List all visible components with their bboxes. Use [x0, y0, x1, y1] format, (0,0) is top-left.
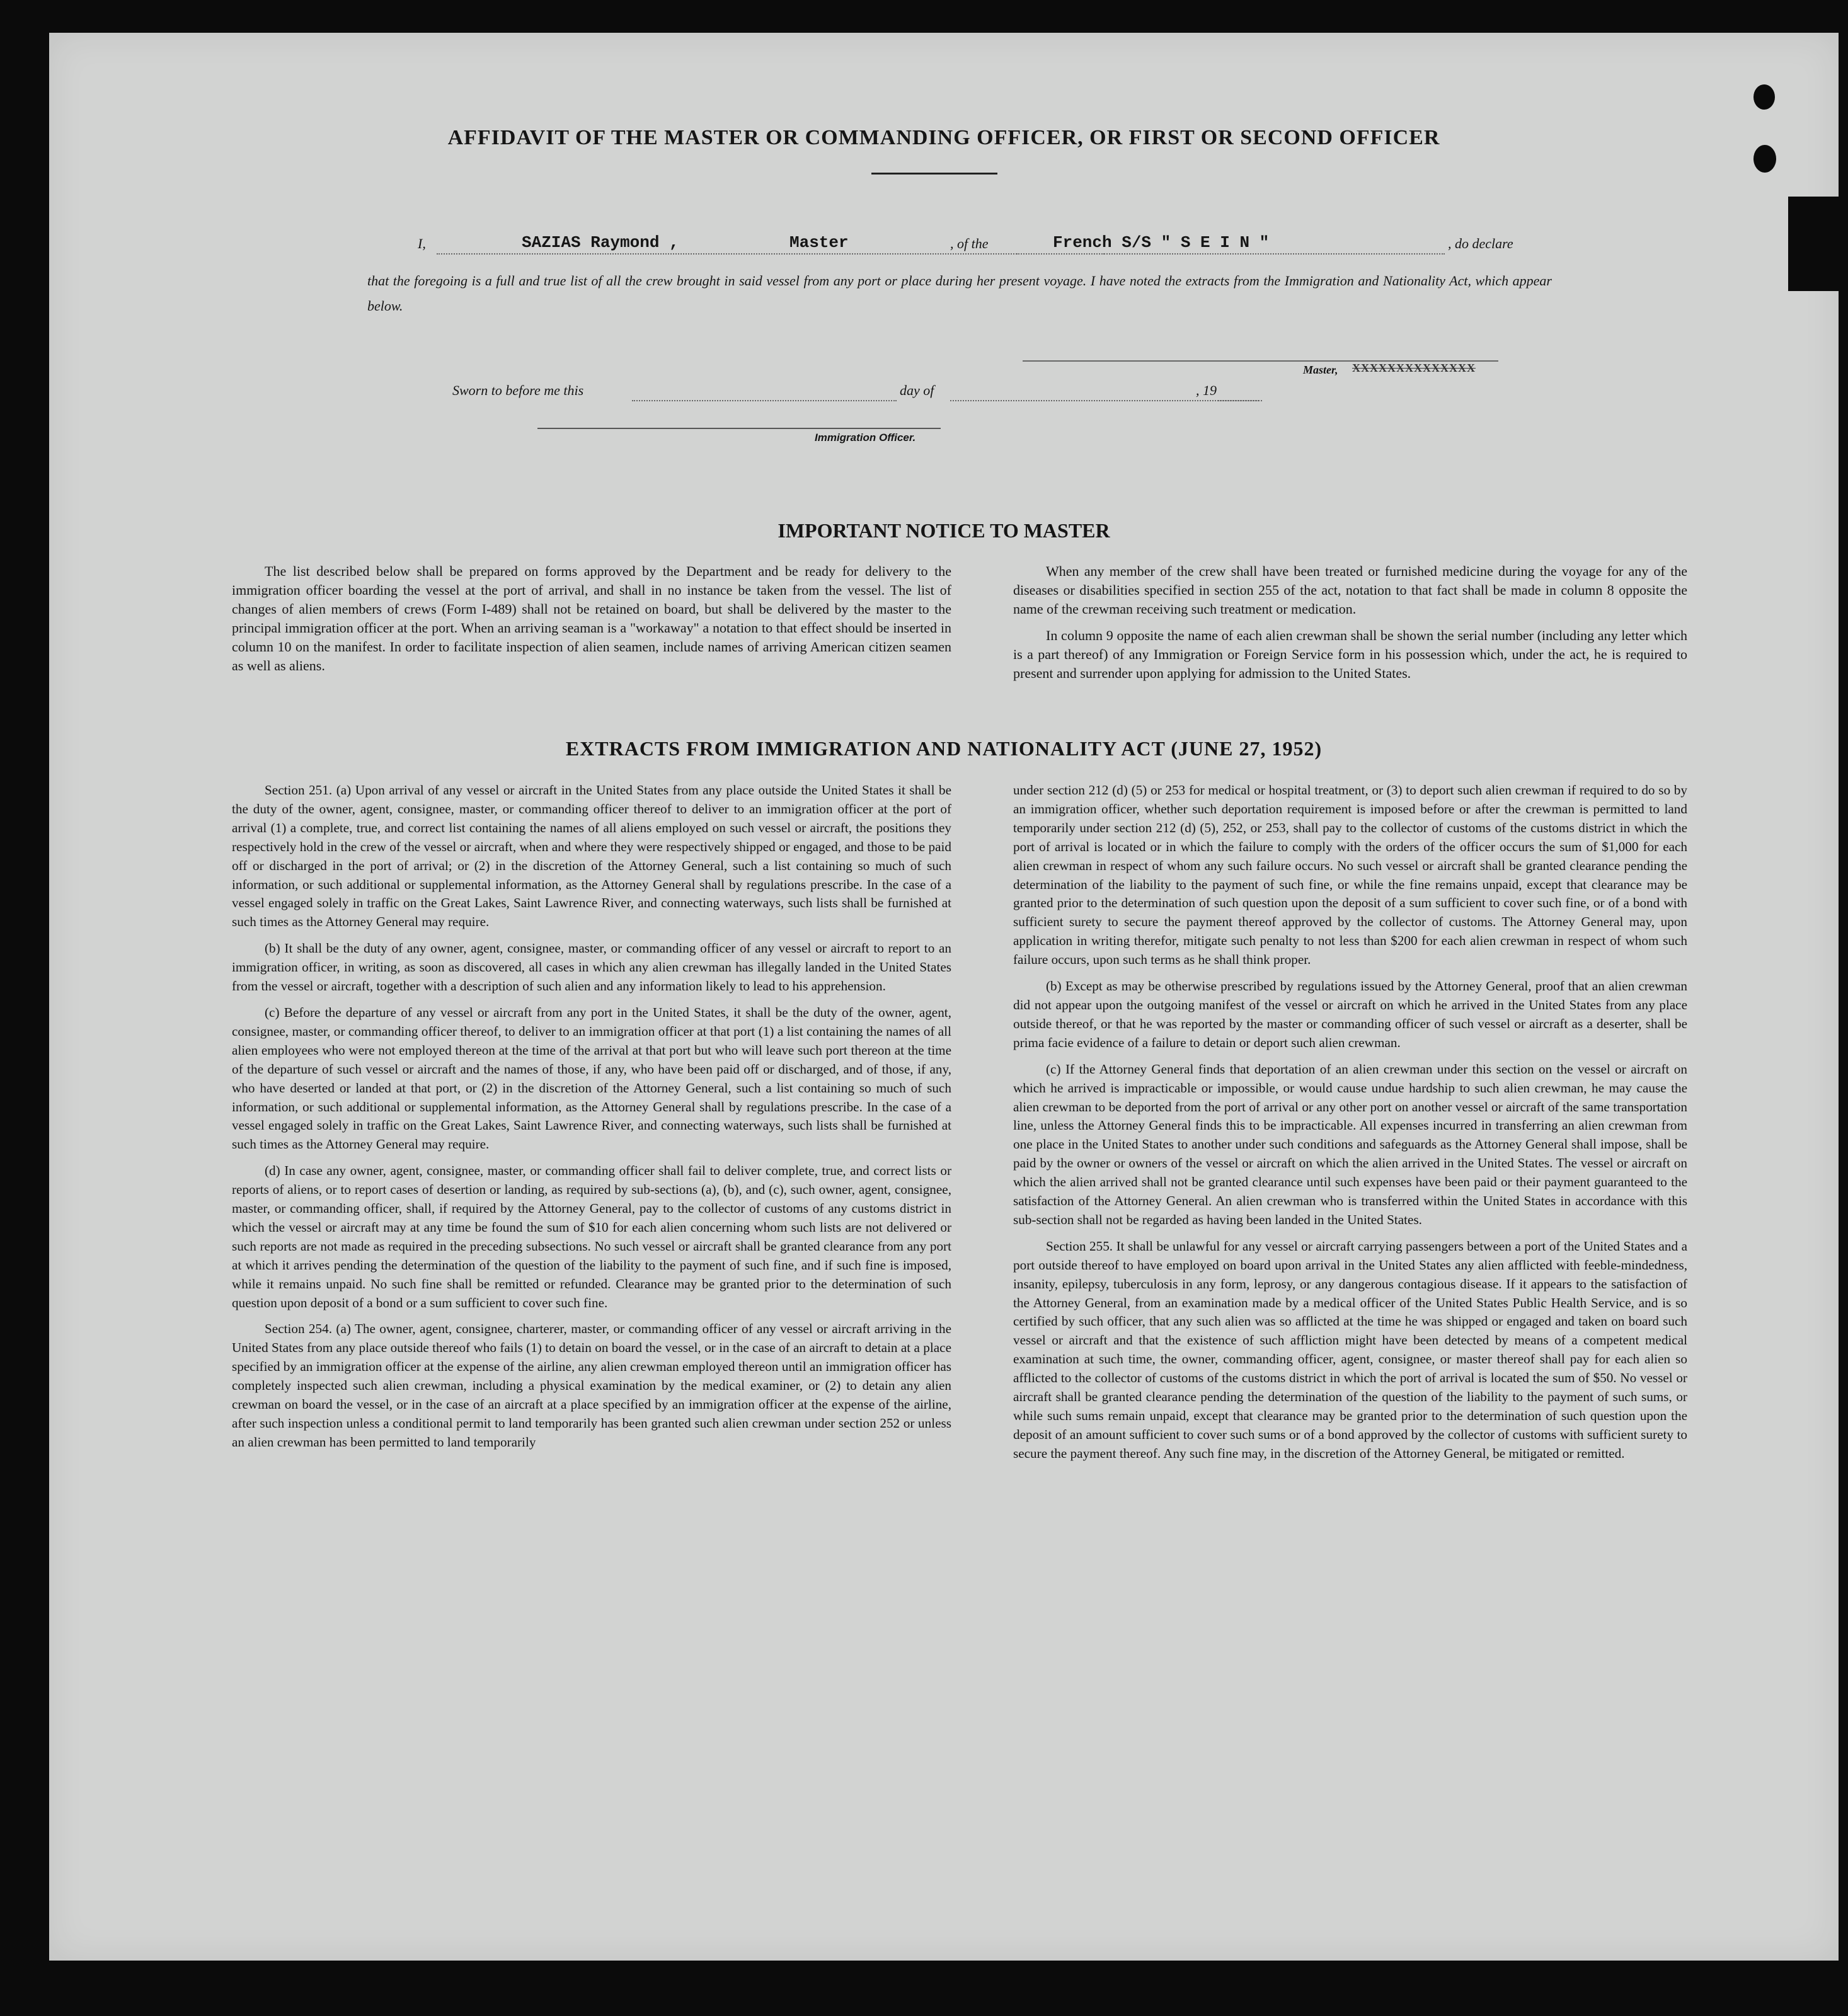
paragraph: Section 254. (a) The owner, agent, consignee, charterer, master, or commanding officer of any vessel or aircraft arriving in the United States from any place outside thereof who fails (1) to detain on board the vessel, or in the case of an aircraft to detain at a place specified by an immigration officer at the expense of the airline, any alien crewman employed thereon until an immigration officer has completely inspected such alien crewman, including a physical examination by the medical examiner, or (2) to detain any alien crewman on board the vessel, or in the case of an aircraft at a place specified by an immigration officer at the expense of the airline, after such inspection unless a conditional permit to land temporarily has been granted such alien crewman under section 252 or unless an alien crewman has been permitted to land temporarily: [232, 1321, 951, 1450]
notice-title: IMPORTANT NOTICE TO MASTER: [778, 519, 1110, 542]
of-the-text: , of the: [950, 236, 989, 251]
extracts-title: EXTRACTS FROM IMMIGRATION AND NATIONALITY ACT (JUNE 27, 1952): [565, 737, 1323, 760]
year-prefix: , 19: [1196, 382, 1217, 398]
title-underline: [871, 173, 997, 175]
paragraph: The list described below shall be prepared on forms approved by the Department and be ready for delivery to the immigration officer boarding the vessel at the port of arrival, and shall in no instance be taken from the vessel. The list of changes of alien members of crews (Form I-489) shall not be retained on board, but shall be delivered by the master to the principal immigration officer at the port. When an arriving seaman is a "workaway" a notation to that effect should be inserted in column 10 on the manifest. In order to facilitate inspection of alien seamen, include names of arriving American citizen seamen as well as aliens.: [232, 563, 951, 673]
master-rank: Master: [789, 233, 849, 252]
paragraph: (c) Before the departure of any vessel or aircraft from any port in the United States, it shall be the duty of the owner, agent, consignee, master, or commanding officer thereof, to deliver to an immigration officer at that port (1) a list containing the names of all alien employees who were not employed thereon at the time of the arrival at that port but who will leave such port thereon at the time of the departure of such vessel or aircraft and the names of those, if any, who have been paid off or discharged, and of those, if any, who have deserted or landed at that port, or (2) in the discretion of the Attorney General, such a list containing so much of such information, or such additional or supplemental information, as the Attorney General shall by regulations prescribe. In the case of a vessel engaged solely in traffic on the Great Lakes, Saint Lawrence River, and connecting waterways, such lists shall be furnished at such times as the Attorney General may require.: [232, 1004, 951, 1152]
declaration: [367, 233, 1552, 319]
master-name: SAZIAS Raymond ,: [522, 233, 679, 252]
paragraph: (d) In case any owner, agent, consignee, master, or commanding officer shall fail to deliver complete, true, and correct lists or reports of aliens, or to report cases of desertion or landing, as required by sub-sections (a), (b), and (c), such owner, agent, consignee, master, or commanding officer, shall, if required by the Attorney General, pay to the collector of customs of any customs district in which the vessel or aircraft may at any time be found the sum of $10 for each alien concerning whom such lists are not delivered or such reports are not made as required in the preceding subsections. No such vessel or aircraft shall be granted clearance from any port at which it arrives pending the determination of the question of the liability to the payment of such fine, and if such fine is imposed, while it remains unpaid. No such fine shall be remitted or refunded. Clearance may be granted prior to the determination of such question upon deposit of a bond or a sum sufficient to cover such fine.: [232, 1163, 951, 1310]
day-of-text: day of: [900, 382, 934, 398]
paragraph: (c) If the Attorney General finds that deportation of an alien crewman under this section on the vessel or aircraft on which he arrived is impracticable or impossible, or would cause undue hardship to such alien crewman, he may cause the alien crewman to be deported from the port of arrival or any other port on another vessel or aircraft of the same transportation line, unless the Attorney General finds this to be impracticable. All expenses incurred in transferring an alien crewman from one place in the United States to another under such conditions and safeguards as the Attorney General shall impose, shall be paid by the owner or owners of the vessel or aircraft on which the alien arrived in the United States. The vessel or aircraft on which the alien arrived shall not be granted clearance until such expenses have been paid or their payment guaranteed to the satisfaction of the Attorney General. An alien crewman who is transferred within the United States in accordance with this sub-section shall not be regarded as having been landed in the United States.: [1013, 1061, 1687, 1227]
notice-right-column: [1013, 562, 1687, 690]
extracts-left-column: [232, 781, 951, 1460]
struck-out-title: XXXXXXXXXXXXXX: [1352, 362, 1476, 374]
sworn-line: [452, 382, 1271, 408]
paragraph: Section 255. It shall be unlawful for any vessel or aircraft carrying passengers between a port of the United States and a port outside thereof to have employed on board upon arrival in the United States any alien afflicted with feeble-mindedness, insanity, epilepsy, tuberculosis in any form, leprosy, or any dangerous contagious disease. If it appears to the satisfaction of the Attorney General, from an examination made by a medical officer of the United States Public Health Service, and is so certified by such officer, that any such alien was so afflicted at the time he was shipped or engaged and taken on board such vessel or aircraft and that the existence of such affliction might have been detected by means of a competent medical examination at such time, the owner, commanding officer, agent, consignee, or master thereof shall pay for each alien so afflicted to the collector of customs of the customs district in which the port of arrival is located the sum of $50. No vessel or aircraft shall be granted clearance pending the determination of the question of the liability to the payment of such sums, or while such sums remain unpaid, except that clearance may be granted prior to the determination of such question upon the deposit of an amount sufficient to cover such sums or of a bond approved by the collector of customs with sufficient surety to secure the payment thereof. Any such fine may, in the discretion of the Attorney General, be mitigated or remitted.: [1013, 1238, 1687, 1461]
notice-left-column: [232, 562, 951, 683]
immigration-officer-label: Immigration Officer.: [815, 432, 916, 444]
binder-hole-top: [1753, 84, 1775, 110]
do-declare-text: , do declare: [1448, 236, 1513, 251]
paragraph: In column 9 opposite the name of each alien crewman shall be shown the serial number (including any letter which is a part thereof) of any Immigration or Foreign Service form in his possession which, under the act, he is required to present and surrender upon applying for admission to the United States.: [1013, 627, 1687, 681]
paragraph: (b) Except as may be otherwise prescribed by regulations issued by the Attorney General, proof that an alien crewman did not appear upon the outgoing manifest of the vessel or aircraft on which he arrived in the United States from any place outside thereof, or that he was reported by the master or commanding officer of such vessel or aircraft as a deserter, shall be prima facie evidence of a failure to detain or deport such alien crewman.: [1013, 978, 1687, 1050]
extracts-right-column: [1013, 781, 1687, 1471]
declaration-prefix: I,: [418, 236, 426, 251]
paragraph: under section 212 (d) (5) or 253 for medical or hospital treatment, or (3) to deport such alien crewman if required to do so by an immigration officer, whether such deportation requirement is imposed before or after the crewman is permitted to land temporarily under section 212 (d) (5), 252, or 253, shall pay to the collector of customs of the customs district in which the port of arrival is located or in which the failure to comply with the orders of the officer occurs the sum of $1,000 for each alien crewman in respect of whom any such failure occurs. No such vessel or aircraft shall be granted clearance pending the determination of the liability to the payment of such fine, or while the fine remains unpaid, except that clearance may be granted prior to the determination of such question upon the deposit of a sum sufficient to cover such fine, or of a bond with sufficient surety to secure the payment thereof approved by the collector of customs. The Attorney General may, upon application in writing therefor, mitigate such penalty to not less than $200 for each alien crewman in respect of whom such failure occurs, upon such terms as he shall think proper.: [1013, 782, 1687, 968]
master-label: Master,: [1303, 364, 1338, 376]
affidavit-title: AFFIDAVIT OF THE MASTER OR COMMANDING OFFICER, OR FIRST OR SECOND OFFICER: [447, 126, 1440, 149]
document-page: [49, 33, 1839, 1961]
sworn-prefix: Sworn to before me this: [452, 382, 584, 398]
declaration-body: that the foregoing is a full and true list of all the crew brought in said vessel from any port or place during her present voyage. I have noted the extracts from the Immigration and Nationality Act, which appear below.: [367, 273, 1552, 314]
paragraph: When any member of the crew shall have been treated or furnished medicine during the voyage for any of the diseases or disabilities specified in section 255 of the act, notation to that fact shall be made in column 8 opposite the name of the crewman receiving such treatment or medication.: [1013, 563, 1687, 617]
paragraph: (b) It shall be the duty of any owner, agent, consignee, master, or commanding officer of any vessel or aircraft to report to an immigration officer, in writing, as soon as discovered, all cases in which any alien crewman has illegally landed in the United States from the vessel or aircraft, together with a description of such alien and any information likely to lead to his apprehension.: [232, 941, 951, 994]
sworn-year-line: [1218, 385, 1262, 401]
immigration-officer-line: [537, 428, 941, 429]
sworn-day-line: [632, 385, 897, 401]
binder-hole-tab: [1788, 197, 1839, 291]
vessel-name: French S/S " S E I N ": [1053, 233, 1270, 252]
paragraph: Section 251. (a) Upon arrival of any vessel or aircraft in the United States from any place outside the United States it shall be the duty of the owner, agent, consignee, master, or commanding officer thereof to deliver to an immigration officer at the port of arrival (1) a complete, true, and correct list containing the names of all aliens employed on such vessel or aircraft, the positions they respectively hold in the crew of the vessel or aircraft, when and where they were respectively shipped or engaged, and those to be paid off or discharged in the port of arrival; or (2) in the discretion of the Attorney General, such a list containing so much of such information, or such additional or supplemental information, as the Attorney General shall by regulations prescribe. In the case of a vessel engaged solely in traffic on the Great Lakes, Saint Lawrence River, and connecting waterways, such lists shall be furnished at such times as the Attorney General may require.: [232, 782, 951, 930]
